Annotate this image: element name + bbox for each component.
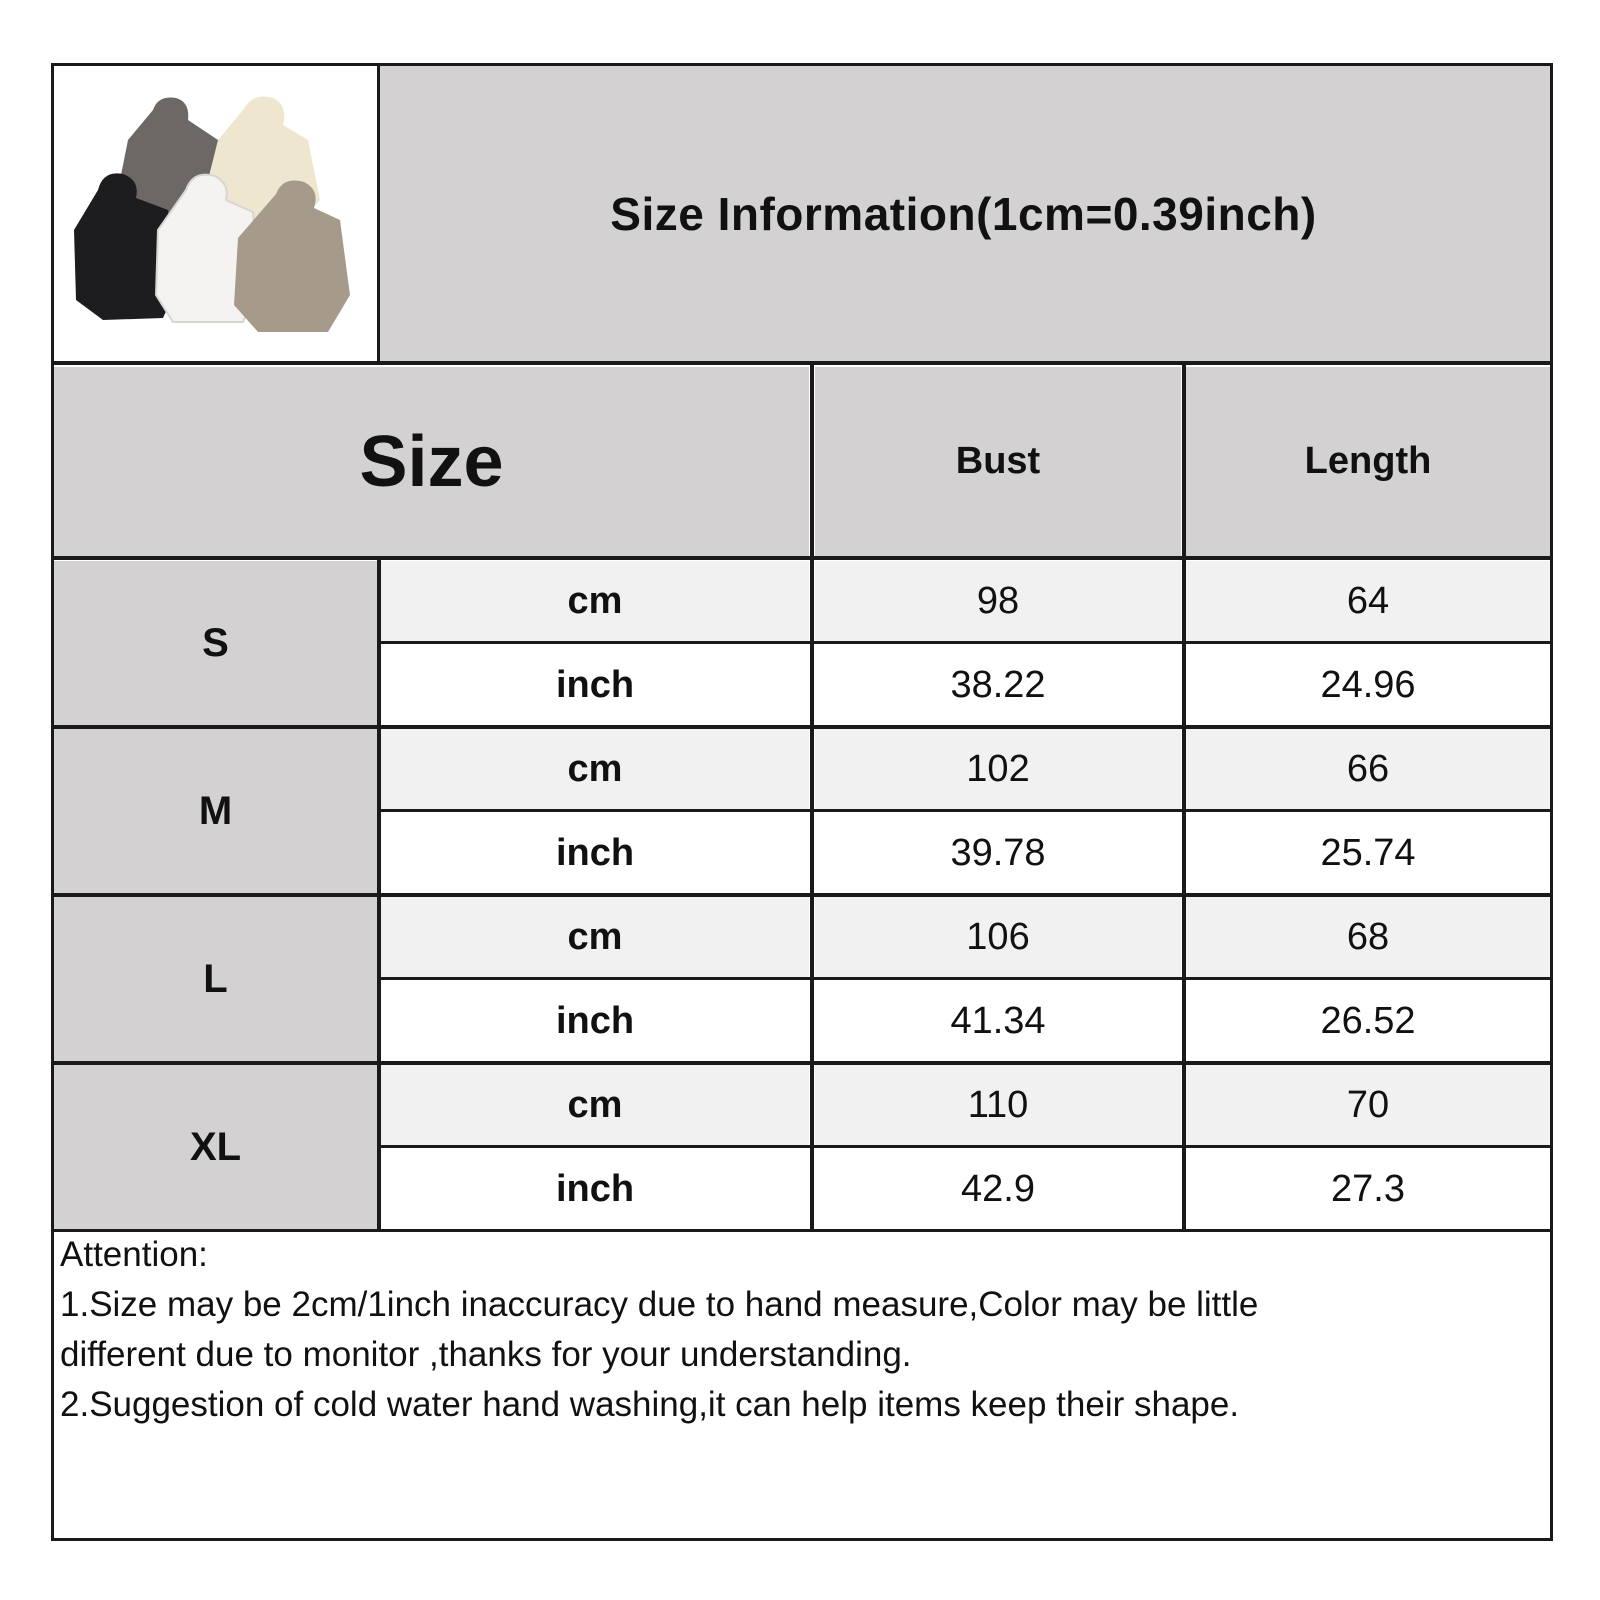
bust-value: 102	[966, 747, 1030, 790]
divider	[51, 556, 1553, 560]
product-image	[58, 70, 374, 361]
divider	[51, 725, 1553, 729]
attention-line: different due to monitor ,thanks for your understanding.	[60, 1335, 912, 1374]
bust-cell	[815, 897, 1181, 977]
unit-label: inch	[555, 831, 635, 874]
size-label-cell	[54, 561, 377, 725]
bust-header: Bust	[955, 440, 1041, 482]
length-cell	[1186, 645, 1550, 725]
bust-value: 38.22	[950, 663, 1046, 706]
length-value: 27.3	[1331, 1167, 1405, 1210]
hoodies-illustration	[58, 70, 374, 361]
size-header: Size	[359, 421, 504, 502]
unit-cell	[381, 729, 809, 809]
unit-label: cm	[567, 747, 623, 790]
divider	[810, 363, 814, 1230]
divider	[377, 977, 1553, 980]
length-value: 64	[1346, 579, 1390, 622]
length-header: Length	[1304, 440, 1432, 482]
size-label-cell	[54, 1065, 377, 1229]
length-cell	[1186, 729, 1550, 809]
unit-cell	[381, 981, 809, 1061]
unit-label: inch	[555, 663, 635, 706]
unit-cell	[381, 645, 809, 725]
bust-value: 39.78	[950, 831, 1046, 874]
size-label: XL	[189, 1124, 242, 1169]
bust-value: 98	[976, 579, 1020, 622]
attention-line: 2.Suggestion of cold water hand washing,it can help items keep their shape.	[60, 1385, 1240, 1424]
length-cell	[1186, 813, 1550, 893]
length-cell	[1186, 981, 1550, 1061]
divider	[377, 641, 1553, 644]
length-cell	[1186, 1149, 1550, 1229]
divider	[51, 361, 1553, 365]
length-value: 68	[1346, 915, 1390, 958]
size-label: M	[198, 788, 233, 833]
bust-value: 106	[966, 915, 1030, 958]
divider	[51, 893, 1553, 897]
unit-cell	[381, 561, 809, 641]
unit-label: inch	[555, 999, 635, 1042]
length-cell	[1186, 897, 1550, 977]
length-value: 70	[1346, 1083, 1390, 1126]
unit-label: cm	[567, 579, 623, 622]
length-cell	[1186, 561, 1550, 641]
size-label: S	[202, 620, 229, 665]
size-label-cell	[54, 729, 377, 893]
divider	[1182, 363, 1186, 1230]
divider	[377, 63, 380, 363]
bust-cell	[815, 1149, 1181, 1229]
bust-cell	[815, 729, 1181, 809]
unit-label: cm	[567, 1083, 623, 1126]
size-header-cell	[54, 367, 809, 556]
size-label-cell	[54, 897, 377, 1061]
bust-value: 41.34	[950, 999, 1046, 1042]
unit-label: cm	[567, 915, 623, 958]
bust-value: 42.9	[961, 1167, 1035, 1210]
bust-value: 110	[967, 1083, 1029, 1126]
bust-cell	[815, 813, 1181, 893]
length-value: 26.52	[1320, 999, 1416, 1042]
unit-cell	[381, 813, 809, 893]
bust-cell	[815, 981, 1181, 1061]
length-cell	[1186, 1065, 1550, 1145]
length-value: 24.96	[1320, 663, 1416, 706]
unit-label: inch	[555, 1167, 635, 1210]
attention-heading: Attention:	[60, 1235, 208, 1274]
bust-cell	[815, 645, 1181, 725]
bust-cell	[815, 561, 1181, 641]
divider	[51, 1061, 1553, 1065]
unit-cell	[381, 1065, 809, 1145]
bust-header-cell	[815, 367, 1181, 556]
length-value: 25.74	[1320, 831, 1416, 874]
length-header-cell	[1186, 367, 1550, 556]
bust-cell	[815, 1065, 1181, 1145]
length-value: 66	[1346, 747, 1390, 790]
size-label: L	[203, 956, 228, 1001]
divider	[377, 809, 1553, 812]
page-title: Size Information(1cm=0.39inch)	[610, 187, 1317, 240]
unit-cell	[381, 1149, 809, 1229]
unit-cell	[381, 897, 809, 977]
title-cell	[377, 66, 1550, 361]
divider	[377, 1145, 1553, 1148]
attention-line: 1.Size may be 2cm/1inch inaccuracy due to hand measure,Color may be little	[60, 1285, 1259, 1324]
attention-notes	[60, 1230, 1530, 1430]
